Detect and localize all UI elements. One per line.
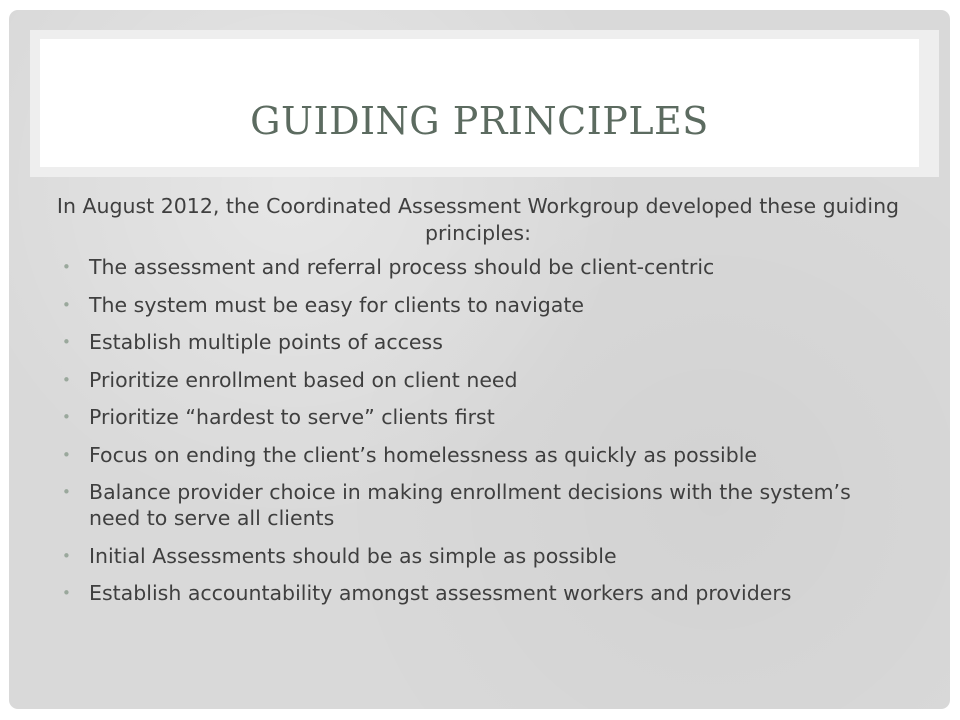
bullet-text: Balance provider choice in making enrollment decisions with the system’s need to serve all clients — [89, 480, 851, 530]
bullet-item — [53, 580, 903, 606]
bullet-text: The assessment and referral process should be client-centric — [89, 255, 715, 279]
bullet-icon: • — [62, 445, 71, 464]
bullet-text: Establish accountability amongst assessment workers and providers — [89, 581, 792, 605]
title-frame — [30, 30, 939, 177]
bullet-text: Establish multiple points of access — [89, 330, 443, 354]
bullet-item — [53, 292, 903, 318]
slide-title: GUIDING PRINCIPLES — [250, 99, 709, 143]
title-box — [40, 39, 919, 167]
bullet-icon: • — [62, 584, 71, 602]
bullet-icon: • — [62, 333, 71, 351]
slide — [9, 10, 950, 709]
bullet-icon: • — [62, 370, 71, 389]
bullet-item — [53, 479, 903, 531]
bullet-icon: • — [62, 295, 71, 314]
bullet-text: Initial Assessments should be as simple as possible — [89, 543, 617, 568]
bullet-item — [53, 543, 903, 569]
bullet-text: Prioritize enrollment based on client need — [89, 367, 518, 392]
bullet-list — [53, 254, 903, 606]
bullet-icon: • — [62, 258, 71, 276]
bullet-text: Focus on ending the client’s homelessness as quickly as possible — [89, 442, 758, 467]
bullet-item — [53, 367, 903, 393]
intro-text: In August 2012, the Coordinated Assessment Workgroup developed these guiding principles: — [56, 194, 900, 245]
bullet-icon: • — [62, 408, 71, 426]
bullet-item — [53, 404, 903, 430]
slide-body — [53, 193, 903, 618]
bullet-text: Prioritize “hardest to serve” clients first — [89, 405, 495, 429]
bullet-text: The system must be easy for clients to navigate — [89, 292, 585, 317]
bullet-item — [53, 329, 903, 355]
bullet-item — [53, 442, 903, 468]
bullet-item — [53, 254, 903, 280]
bullet-icon: • — [62, 546, 71, 565]
bullet-icon: • — [62, 483, 71, 501]
